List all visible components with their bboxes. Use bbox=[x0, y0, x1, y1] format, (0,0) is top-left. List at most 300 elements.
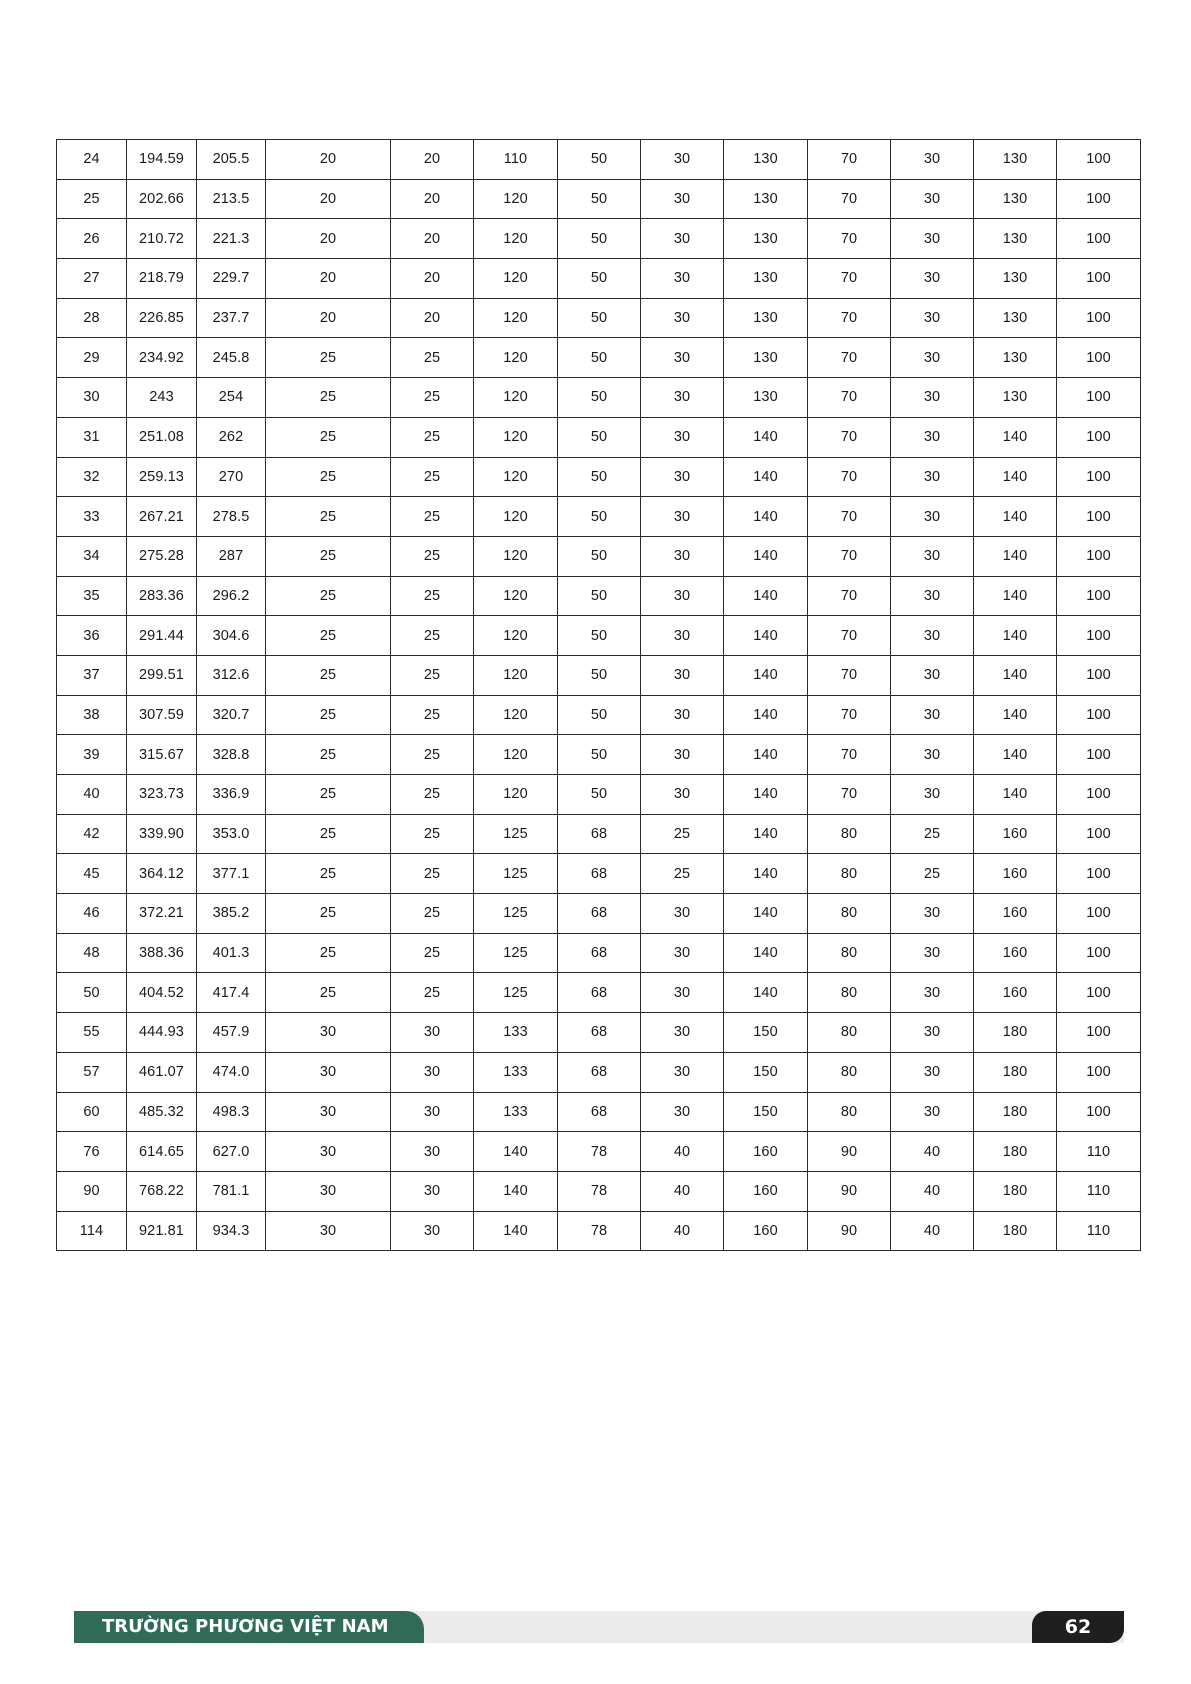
table-cell: 140 bbox=[974, 417, 1057, 457]
table-row bbox=[57, 536, 1141, 576]
table-cell: 130 bbox=[724, 179, 808, 219]
table-cell: 25 bbox=[391, 338, 474, 378]
table-cell: 40 bbox=[641, 1132, 724, 1172]
table-cell: 30 bbox=[641, 298, 724, 338]
table-cell: 68 bbox=[558, 1052, 641, 1092]
table-cell: 70 bbox=[808, 179, 891, 219]
table-cell: 45 bbox=[57, 854, 127, 894]
table-cell: 180 bbox=[974, 1092, 1057, 1132]
table-cell: 40 bbox=[891, 1171, 974, 1211]
table-cell: 100 bbox=[1057, 179, 1141, 219]
table-cell: 30 bbox=[641, 378, 724, 418]
table-cell: 100 bbox=[1057, 417, 1141, 457]
table-cell: 30 bbox=[391, 1211, 474, 1251]
table-cell: 25 bbox=[266, 695, 391, 735]
table-cell: 140 bbox=[974, 576, 1057, 616]
table-cell: 30 bbox=[641, 179, 724, 219]
table-cell: 20 bbox=[266, 219, 391, 259]
table-cell: 130 bbox=[974, 298, 1057, 338]
table-cell: 25 bbox=[266, 497, 391, 537]
table-row bbox=[57, 1052, 1141, 1092]
table-cell: 30 bbox=[891, 1013, 974, 1053]
table-row bbox=[57, 814, 1141, 854]
table-cell: 130 bbox=[974, 179, 1057, 219]
table-cell: 100 bbox=[1057, 576, 1141, 616]
table-cell: 25 bbox=[391, 814, 474, 854]
table-cell: 457.9 bbox=[197, 1013, 266, 1053]
table-cell: 100 bbox=[1057, 1092, 1141, 1132]
table-cell: 70 bbox=[808, 378, 891, 418]
table-cell: 30 bbox=[891, 775, 974, 815]
table-cell: 25 bbox=[266, 655, 391, 695]
table-cell: 474.0 bbox=[197, 1052, 266, 1092]
table-cell: 237.7 bbox=[197, 298, 266, 338]
table-cell: 30 bbox=[266, 1171, 391, 1211]
table-cell: 30 bbox=[891, 417, 974, 457]
table-cell: 120 bbox=[474, 655, 558, 695]
table-cell: 30 bbox=[266, 1211, 391, 1251]
table-cell: 50 bbox=[558, 298, 641, 338]
table-cell: 50 bbox=[558, 140, 641, 180]
table-cell: 30 bbox=[891, 457, 974, 497]
table-cell: 25 bbox=[266, 775, 391, 815]
table-cell: 37 bbox=[57, 655, 127, 695]
table-cell: 70 bbox=[808, 417, 891, 457]
table-cell: 133 bbox=[474, 1013, 558, 1053]
table-cell: 307.59 bbox=[127, 695, 197, 735]
table-cell: 30 bbox=[641, 338, 724, 378]
table-cell: 140 bbox=[724, 536, 808, 576]
table-cell: 25 bbox=[391, 933, 474, 973]
table-cell: 78 bbox=[558, 1132, 641, 1172]
table-cell: 40 bbox=[891, 1132, 974, 1172]
table-cell: 160 bbox=[974, 894, 1057, 934]
table-cell: 245.8 bbox=[197, 338, 266, 378]
table-cell: 100 bbox=[1057, 894, 1141, 934]
table-cell: 498.3 bbox=[197, 1092, 266, 1132]
table-cell: 68 bbox=[558, 1092, 641, 1132]
table-cell: 194.59 bbox=[127, 140, 197, 180]
table-cell: 30 bbox=[391, 1092, 474, 1132]
table-cell: 336.9 bbox=[197, 775, 266, 815]
table-cell: 259.13 bbox=[127, 457, 197, 497]
table-cell: 120 bbox=[474, 775, 558, 815]
table-cell: 30 bbox=[891, 298, 974, 338]
table-cell: 80 bbox=[808, 933, 891, 973]
table-cell: 100 bbox=[1057, 298, 1141, 338]
table-cell: 20 bbox=[266, 140, 391, 180]
table-cell: 50 bbox=[558, 616, 641, 656]
table-cell: 20 bbox=[266, 259, 391, 299]
table-cell: 353.0 bbox=[197, 814, 266, 854]
table-cell: 20 bbox=[391, 219, 474, 259]
table-cell: 120 bbox=[474, 179, 558, 219]
table-cell: 30 bbox=[891, 179, 974, 219]
table-cell: 160 bbox=[724, 1211, 808, 1251]
table-cell: 50 bbox=[558, 695, 641, 735]
table-cell: 110 bbox=[1057, 1171, 1141, 1211]
table-row bbox=[57, 655, 1141, 695]
table-cell: 120 bbox=[474, 576, 558, 616]
table-cell: 100 bbox=[1057, 655, 1141, 695]
table-cell: 120 bbox=[474, 616, 558, 656]
table-cell: 39 bbox=[57, 735, 127, 775]
table-cell: 30 bbox=[641, 735, 724, 775]
table-cell: 291.44 bbox=[127, 616, 197, 656]
table-cell: 110 bbox=[474, 140, 558, 180]
table-row bbox=[57, 1171, 1141, 1211]
table-cell: 50 bbox=[558, 179, 641, 219]
table-cell: 25 bbox=[266, 457, 391, 497]
table-cell: 114 bbox=[57, 1211, 127, 1251]
table-cell: 140 bbox=[974, 775, 1057, 815]
table-cell: 25 bbox=[891, 854, 974, 894]
table-cell: 417.4 bbox=[197, 973, 266, 1013]
table-cell: 70 bbox=[808, 695, 891, 735]
table-cell: 30 bbox=[891, 655, 974, 695]
table-cell: 100 bbox=[1057, 933, 1141, 973]
table-cell: 30 bbox=[391, 1132, 474, 1172]
table-cell: 120 bbox=[474, 298, 558, 338]
table-cell: 100 bbox=[1057, 140, 1141, 180]
table-cell: 50 bbox=[558, 775, 641, 815]
table-row bbox=[57, 338, 1141, 378]
page-number: 62 bbox=[1032, 1611, 1124, 1643]
table-cell: 125 bbox=[474, 894, 558, 934]
table-row bbox=[57, 179, 1141, 219]
table-cell: 48 bbox=[57, 933, 127, 973]
table-cell: 30 bbox=[641, 1092, 724, 1132]
table-cell: 100 bbox=[1057, 695, 1141, 735]
table-cell: 24 bbox=[57, 140, 127, 180]
table-cell: 296.2 bbox=[197, 576, 266, 616]
table-cell: 312.6 bbox=[197, 655, 266, 695]
table-cell: 125 bbox=[474, 933, 558, 973]
table-cell: 30 bbox=[891, 536, 974, 576]
table-cell: 339.90 bbox=[127, 814, 197, 854]
table-cell: 140 bbox=[724, 814, 808, 854]
table-cell: 25 bbox=[266, 338, 391, 378]
table-cell: 30 bbox=[641, 973, 724, 1013]
table-cell: 30 bbox=[266, 1092, 391, 1132]
table-cell: 25 bbox=[391, 616, 474, 656]
table-row bbox=[57, 933, 1141, 973]
table-row bbox=[57, 973, 1141, 1013]
table-cell: 125 bbox=[474, 973, 558, 1013]
table-cell: 30 bbox=[641, 497, 724, 537]
table-cell: 30 bbox=[641, 219, 724, 259]
table-cell: 25 bbox=[391, 655, 474, 695]
table-cell: 120 bbox=[474, 497, 558, 537]
table-cell: 210.72 bbox=[127, 219, 197, 259]
table-cell: 160 bbox=[724, 1171, 808, 1211]
table-cell: 50 bbox=[558, 735, 641, 775]
table-cell: 100 bbox=[1057, 497, 1141, 537]
table-cell: 30 bbox=[641, 417, 724, 457]
table-row bbox=[57, 417, 1141, 457]
table-cell: 30 bbox=[641, 576, 724, 616]
table-cell: 140 bbox=[974, 655, 1057, 695]
table-cell: 50 bbox=[558, 219, 641, 259]
table-cell: 35 bbox=[57, 576, 127, 616]
table-cell: 30 bbox=[891, 576, 974, 616]
table-cell: 213.5 bbox=[197, 179, 266, 219]
table-cell: 30 bbox=[891, 140, 974, 180]
table-cell: 218.79 bbox=[127, 259, 197, 299]
table-cell: 401.3 bbox=[197, 933, 266, 973]
table-cell: 40 bbox=[641, 1211, 724, 1251]
table-cell: 25 bbox=[391, 695, 474, 735]
table-cell: 25 bbox=[266, 973, 391, 1013]
table-cell: 70 bbox=[808, 338, 891, 378]
table-cell: 100 bbox=[1057, 338, 1141, 378]
table-cell: 323.73 bbox=[127, 775, 197, 815]
table-cell: 372.21 bbox=[127, 894, 197, 934]
table-cell: 68 bbox=[558, 973, 641, 1013]
table-cell: 78 bbox=[558, 1211, 641, 1251]
table-body bbox=[57, 140, 1141, 1251]
table-cell: 25 bbox=[266, 536, 391, 576]
table-cell: 140 bbox=[724, 973, 808, 1013]
table-cell: 30 bbox=[641, 894, 724, 934]
table-cell: 120 bbox=[474, 378, 558, 418]
table-cell: 100 bbox=[1057, 1013, 1141, 1053]
table-cell: 404.52 bbox=[127, 973, 197, 1013]
table-cell: 140 bbox=[724, 655, 808, 695]
table-cell: 70 bbox=[808, 735, 891, 775]
table-cell: 30 bbox=[391, 1171, 474, 1211]
table-cell: 25 bbox=[391, 894, 474, 934]
table-cell: 100 bbox=[1057, 259, 1141, 299]
table-cell: 40 bbox=[891, 1211, 974, 1251]
table-cell: 299.51 bbox=[127, 655, 197, 695]
table-cell: 100 bbox=[1057, 457, 1141, 497]
table-cell: 50 bbox=[558, 417, 641, 457]
table-cell: 30 bbox=[891, 735, 974, 775]
table-row bbox=[57, 894, 1141, 934]
table-cell: 278.5 bbox=[197, 497, 266, 537]
table-cell: 30 bbox=[641, 457, 724, 497]
table-cell: 130 bbox=[724, 219, 808, 259]
footer-brand-label: TRƯỜNG PHƯƠNG VIỆT NAM bbox=[74, 1611, 424, 1643]
table-cell: 320.7 bbox=[197, 695, 266, 735]
table-cell: 70 bbox=[808, 457, 891, 497]
table-cell: 70 bbox=[808, 616, 891, 656]
table-cell: 80 bbox=[808, 1052, 891, 1092]
table-cell: 20 bbox=[266, 298, 391, 338]
table-cell: 68 bbox=[558, 1013, 641, 1053]
table-cell: 781.1 bbox=[197, 1171, 266, 1211]
table-cell: 40 bbox=[641, 1171, 724, 1211]
table-cell: 70 bbox=[808, 219, 891, 259]
table-cell: 140 bbox=[724, 933, 808, 973]
table-cell: 133 bbox=[474, 1052, 558, 1092]
table-cell: 150 bbox=[724, 1052, 808, 1092]
table-cell: 140 bbox=[474, 1171, 558, 1211]
table-row bbox=[57, 775, 1141, 815]
table-cell: 70 bbox=[808, 259, 891, 299]
table-cell: 50 bbox=[558, 259, 641, 299]
table-cell: 50 bbox=[558, 536, 641, 576]
table-cell: 221.3 bbox=[197, 219, 266, 259]
table-cell: 25 bbox=[641, 854, 724, 894]
table-cell: 202.66 bbox=[127, 179, 197, 219]
table-cell: 25 bbox=[266, 735, 391, 775]
table-cell: 25 bbox=[391, 417, 474, 457]
table-cell: 100 bbox=[1057, 1052, 1141, 1092]
table-cell: 90 bbox=[57, 1171, 127, 1211]
table-cell: 283.36 bbox=[127, 576, 197, 616]
table-cell: 70 bbox=[808, 140, 891, 180]
table-cell: 76 bbox=[57, 1132, 127, 1172]
table-cell: 70 bbox=[808, 576, 891, 616]
table-cell: 29 bbox=[57, 338, 127, 378]
table-cell: 140 bbox=[724, 457, 808, 497]
table-cell: 304.6 bbox=[197, 616, 266, 656]
table-cell: 140 bbox=[724, 417, 808, 457]
table-cell: 30 bbox=[891, 973, 974, 1013]
table-cell: 27 bbox=[57, 259, 127, 299]
table-cell: 160 bbox=[974, 854, 1057, 894]
table-cell: 140 bbox=[724, 735, 808, 775]
table-cell: 25 bbox=[266, 933, 391, 973]
table-cell: 25 bbox=[391, 497, 474, 537]
table-cell: 38 bbox=[57, 695, 127, 735]
table-cell: 140 bbox=[474, 1211, 558, 1251]
table-cell: 34 bbox=[57, 536, 127, 576]
table-cell: 315.67 bbox=[127, 735, 197, 775]
table-cell: 100 bbox=[1057, 735, 1141, 775]
table-cell: 100 bbox=[1057, 219, 1141, 259]
table-cell: 50 bbox=[57, 973, 127, 1013]
table-cell: 100 bbox=[1057, 775, 1141, 815]
table-row bbox=[57, 457, 1141, 497]
table-cell: 50 bbox=[558, 497, 641, 537]
table-cell: 125 bbox=[474, 854, 558, 894]
table-cell: 30 bbox=[641, 775, 724, 815]
table-cell: 90 bbox=[808, 1211, 891, 1251]
table-cell: 100 bbox=[1057, 973, 1141, 1013]
table-cell: 30 bbox=[641, 259, 724, 299]
table-cell: 26 bbox=[57, 219, 127, 259]
table-cell: 150 bbox=[724, 1013, 808, 1053]
table-cell: 30 bbox=[641, 933, 724, 973]
table-row bbox=[57, 298, 1141, 338]
table-cell: 130 bbox=[724, 298, 808, 338]
table-row bbox=[57, 378, 1141, 418]
table-row bbox=[57, 140, 1141, 180]
table-cell: 80 bbox=[808, 1092, 891, 1132]
table-row bbox=[57, 259, 1141, 299]
table-cell: 120 bbox=[474, 417, 558, 457]
table-cell: 20 bbox=[391, 140, 474, 180]
table-cell: 444.93 bbox=[127, 1013, 197, 1053]
table-cell: 287 bbox=[197, 536, 266, 576]
table-row bbox=[57, 1092, 1141, 1132]
table-cell: 25 bbox=[391, 854, 474, 894]
table-cell: 30 bbox=[266, 1013, 391, 1053]
table-cell: 32 bbox=[57, 457, 127, 497]
table-cell: 120 bbox=[474, 338, 558, 378]
table-cell: 20 bbox=[391, 298, 474, 338]
table-row bbox=[57, 735, 1141, 775]
table-cell: 267.21 bbox=[127, 497, 197, 537]
table-row bbox=[57, 1013, 1141, 1053]
table-cell: 100 bbox=[1057, 616, 1141, 656]
table-cell: 80 bbox=[808, 894, 891, 934]
table-cell: 70 bbox=[808, 536, 891, 576]
table-cell: 262 bbox=[197, 417, 266, 457]
table-cell: 25 bbox=[266, 894, 391, 934]
table-cell: 46 bbox=[57, 894, 127, 934]
table-cell: 80 bbox=[808, 973, 891, 1013]
table-cell: 25 bbox=[891, 814, 974, 854]
table-cell: 461.07 bbox=[127, 1052, 197, 1092]
table-cell: 68 bbox=[558, 814, 641, 854]
table-cell: 768.22 bbox=[127, 1171, 197, 1211]
table-cell: 140 bbox=[724, 576, 808, 616]
table-cell: 30 bbox=[891, 933, 974, 973]
table-cell: 120 bbox=[474, 695, 558, 735]
table-cell: 70 bbox=[808, 497, 891, 537]
table-cell: 110 bbox=[1057, 1211, 1141, 1251]
table-cell: 140 bbox=[974, 457, 1057, 497]
table-cell: 30 bbox=[641, 1013, 724, 1053]
table-cell: 364.12 bbox=[127, 854, 197, 894]
table-cell: 25 bbox=[391, 378, 474, 418]
table-cell: 30 bbox=[891, 616, 974, 656]
table-cell: 140 bbox=[974, 536, 1057, 576]
table-cell: 270 bbox=[197, 457, 266, 497]
table-cell: 30 bbox=[891, 338, 974, 378]
table-cell: 25 bbox=[391, 775, 474, 815]
table-cell: 614.65 bbox=[127, 1132, 197, 1172]
table-cell: 385.2 bbox=[197, 894, 266, 934]
table-cell: 130 bbox=[724, 378, 808, 418]
table-cell: 40 bbox=[57, 775, 127, 815]
table-cell: 130 bbox=[974, 338, 1057, 378]
table-cell: 33 bbox=[57, 497, 127, 537]
table-cell: 140 bbox=[724, 775, 808, 815]
table-cell: 25 bbox=[391, 457, 474, 497]
table-cell: 30 bbox=[891, 497, 974, 537]
table-cell: 205.5 bbox=[197, 140, 266, 180]
table-cell: 60 bbox=[57, 1092, 127, 1132]
table-cell: 120 bbox=[474, 259, 558, 299]
table-cell: 50 bbox=[558, 576, 641, 616]
table-cell: 78 bbox=[558, 1171, 641, 1211]
table-row bbox=[57, 1132, 1141, 1172]
table-cell: 25 bbox=[266, 854, 391, 894]
table-cell: 30 bbox=[891, 219, 974, 259]
table-cell: 388.36 bbox=[127, 933, 197, 973]
table-cell: 377.1 bbox=[197, 854, 266, 894]
table-cell: 90 bbox=[808, 1171, 891, 1211]
table-cell: 25 bbox=[641, 814, 724, 854]
table-cell: 30 bbox=[891, 378, 974, 418]
data-table-container bbox=[56, 139, 1140, 1251]
table-cell: 921.81 bbox=[127, 1211, 197, 1251]
table-cell: 30 bbox=[891, 259, 974, 299]
table-cell: 133 bbox=[474, 1092, 558, 1132]
table-cell: 130 bbox=[724, 259, 808, 299]
table-cell: 485.32 bbox=[127, 1092, 197, 1132]
table-cell: 70 bbox=[808, 775, 891, 815]
table-cell: 25 bbox=[391, 536, 474, 576]
table-cell: 30 bbox=[641, 1052, 724, 1092]
table-cell: 57 bbox=[57, 1052, 127, 1092]
table-cell: 140 bbox=[974, 695, 1057, 735]
